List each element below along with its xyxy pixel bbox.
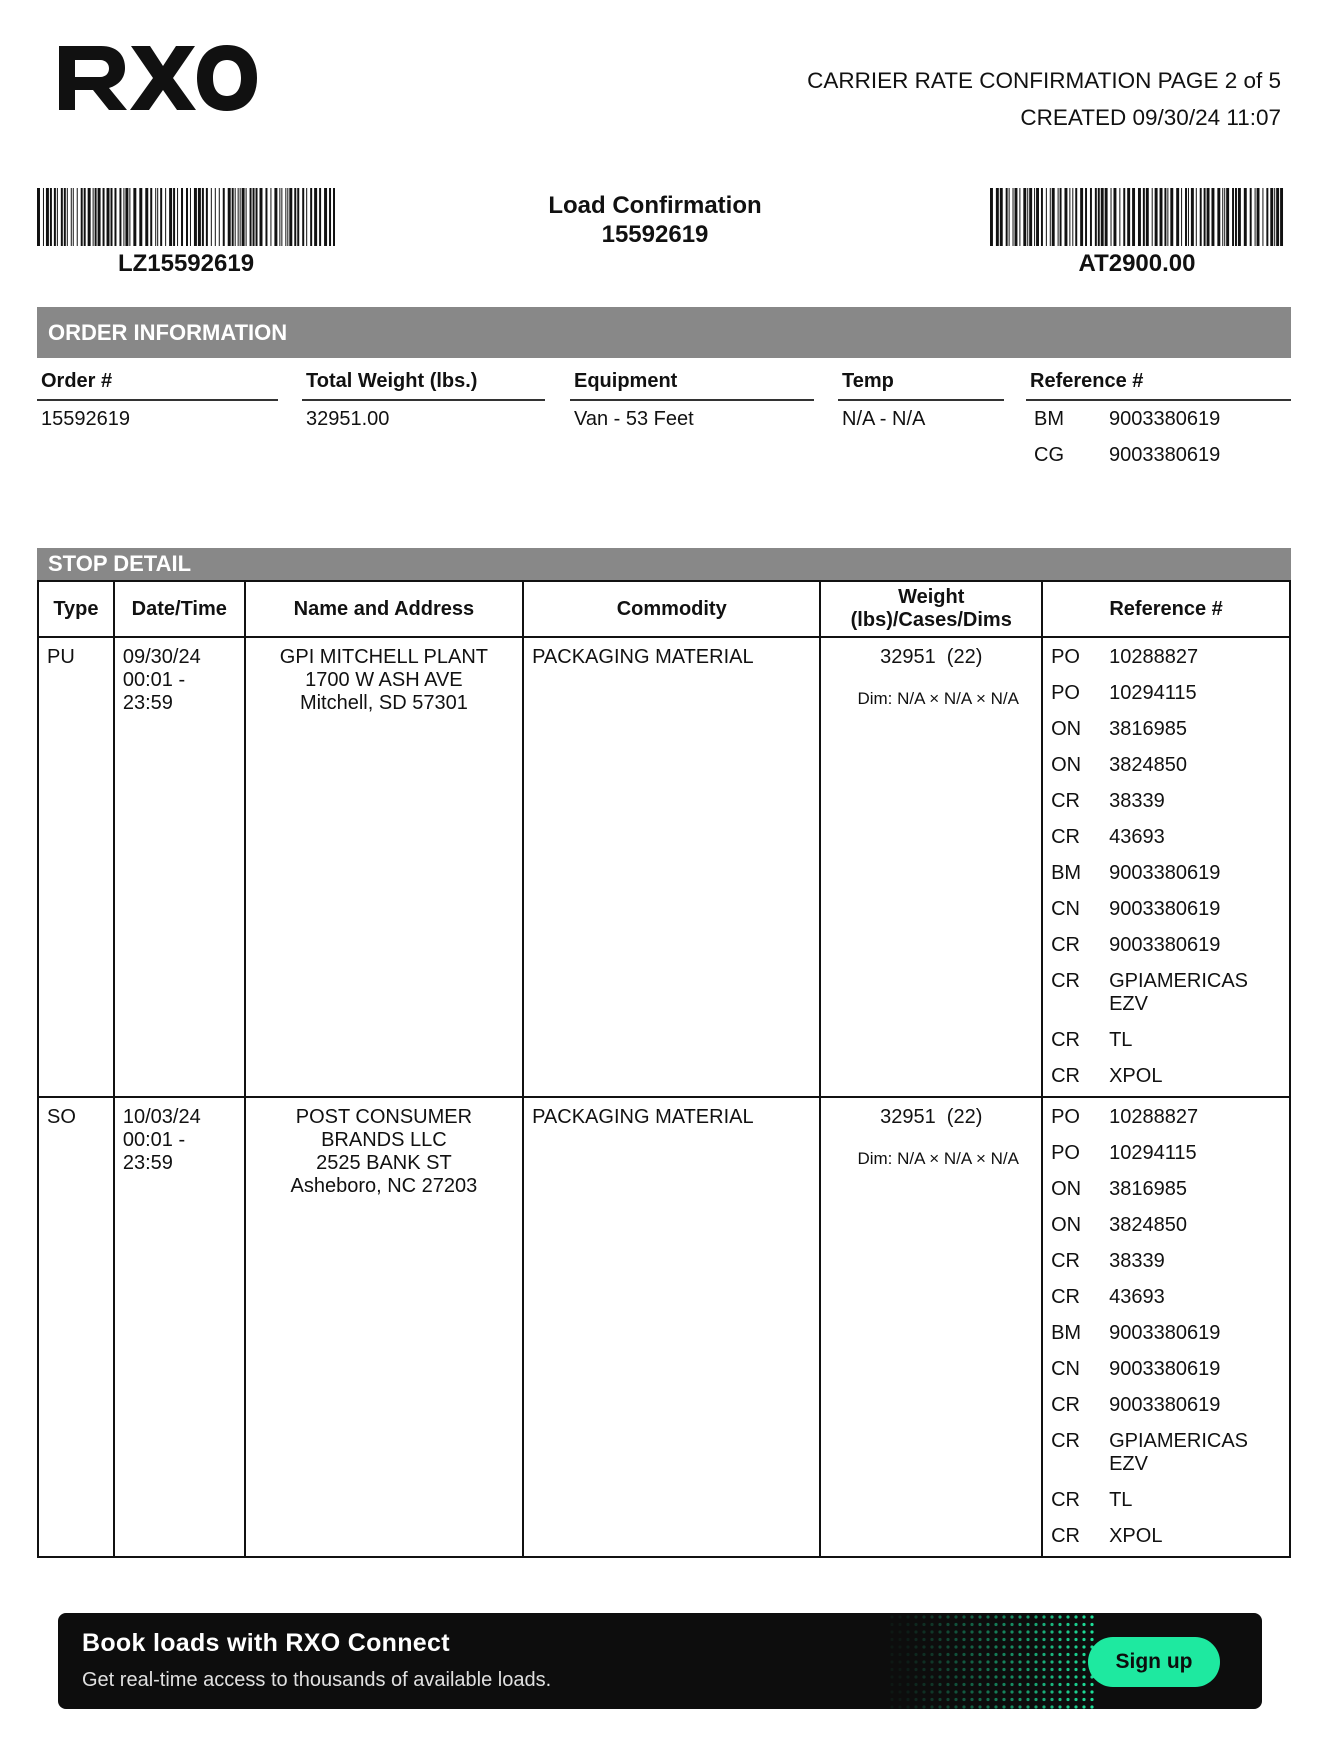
list-item [1051, 826, 1281, 849]
dimensions: Dim: N/A × N/A × N/A [857, 689, 1019, 708]
list-item [1051, 790, 1281, 813]
ref-type: CR [1051, 1430, 1080, 1452]
ref-type: ON [1051, 1178, 1082, 1200]
ref-type: ON [1051, 1214, 1082, 1236]
load-number: 15592619 [601, 221, 709, 248]
order-information-header: ORDER INFORMATION [37, 307, 1291, 358]
commodity-column-header: Commodity [523, 581, 820, 637]
ref-type: CR [1051, 934, 1080, 956]
list-item [1051, 1322, 1281, 1345]
stop-references [1042, 637, 1290, 1097]
list-item [1051, 718, 1281, 741]
ref-type: CR [1051, 1394, 1080, 1416]
list-item [1051, 898, 1281, 921]
ref-type: CN [1051, 898, 1080, 920]
address-line: GPI MITCHELL PLANT [279, 646, 488, 668]
stop-time-to: 23:59 [122, 692, 173, 714]
name-address-column-header: Name and Address [245, 581, 523, 637]
weight-cases: 32951 (22) [880, 1106, 983, 1128]
list-item [1051, 970, 1281, 1016]
ref-type: CR [1051, 826, 1080, 848]
ref-value: 3816985 [1109, 718, 1187, 740]
list-item [1051, 754, 1281, 777]
total-weight-header: Total Weight (lbs.) [302, 368, 545, 401]
reference-list [1051, 1106, 1281, 1548]
ref-value: 9003380619 [1109, 934, 1221, 956]
stop-references [1042, 1097, 1290, 1557]
stop-detail-table [37, 580, 1291, 1558]
ref-value: 9003380619 [1109, 898, 1221, 920]
address-line: 1700 W ASH AVE [305, 669, 463, 691]
stop-commodity: PACKAGING MATERIAL [523, 1097, 820, 1557]
load-title-text: Load Confirmation [548, 192, 762, 219]
rxo-connect-banner[interactable] [58, 1613, 1262, 1709]
order-number-header: Order # [37, 368, 278, 401]
ref-value: XPOL [1109, 1525, 1163, 1547]
ref-type: CR [1051, 1029, 1080, 1051]
list-item [1051, 1142, 1281, 1165]
ref-value: GPIAMERICAS EZV [1109, 1430, 1249, 1475]
list-item [1051, 1178, 1281, 1201]
ref-value: 38339 [1109, 790, 1165, 812]
list-item [1051, 1525, 1281, 1548]
list-item [1051, 682, 1281, 705]
document-header [807, 62, 1281, 136]
ref-type: CR [1051, 1286, 1080, 1308]
ref-value: 10294115 [1109, 1142, 1197, 1164]
ref-value: GPIAMERICAS EZV [1109, 970, 1249, 1015]
address-line: 2525 BANK ST [316, 1152, 452, 1174]
document-title: CARRIER RATE CONFIRMATION PAGE 2 of 5 [807, 68, 1281, 93]
ref-value: TL [1109, 1489, 1133, 1511]
ref-type: CR [1051, 790, 1080, 812]
order-ref-value: 9003380619 [1109, 408, 1221, 430]
ref-value: 9003380619 [1109, 1394, 1221, 1416]
load-confirmation-title [455, 191, 855, 249]
weight-cases: 32951 (22) [880, 646, 983, 668]
list-item [1051, 934, 1281, 957]
stop-datetime [114, 637, 245, 1097]
ref-type: ON [1051, 718, 1082, 740]
order-ref-type: BM [1034, 408, 1064, 430]
stop-weight [820, 1097, 1042, 1557]
dimensions: Dim: N/A × N/A × N/A [857, 1149, 1019, 1168]
stop-weight [820, 637, 1042, 1097]
ref-value: 9003380619 [1109, 862, 1221, 884]
ref-type: PO [1051, 1142, 1080, 1164]
barcode-right [990, 188, 1284, 246]
dot-pattern-decoration [888, 1613, 1108, 1709]
temp-value: N/A - N/A [842, 408, 926, 430]
ref-value: 9003380619 [1109, 1358, 1221, 1380]
ref-type: ON [1051, 754, 1082, 776]
ref-type: CR [1051, 1525, 1080, 1547]
barcode-left-label: LZ15592619 [117, 250, 255, 277]
ref-value: 10288827 [1109, 646, 1199, 668]
address-line: POST CONSUMER [295, 1106, 473, 1128]
stop-detail-header: STOP DETAIL [37, 548, 1291, 580]
reference-column-header: Reference # [1042, 581, 1290, 637]
table-row [38, 637, 1290, 1097]
ref-value: 10294115 [1109, 682, 1197, 704]
ref-value: 43693 [1109, 1286, 1165, 1308]
ref-type: CR [1051, 1250, 1080, 1272]
ref-type: PO [1051, 682, 1080, 704]
list-item [1051, 1029, 1281, 1052]
address-line: Asheboro, NC 27203 [290, 1175, 478, 1197]
order-ref-value: 9003380619 [1109, 444, 1221, 466]
barcode-right-label: AT2900.00 [1078, 250, 1196, 277]
ref-value: 3824850 [1109, 754, 1187, 776]
stop-type: PU [38, 637, 114, 1097]
stop-date: 10/03/24 [122, 1106, 201, 1128]
stop-address [245, 637, 523, 1097]
banner-subtitle: Get real-time access to thousands of available loads. [82, 1669, 552, 1691]
sign-up-button[interactable]: Sign up [1088, 1637, 1220, 1687]
created-timestamp: CREATED 09/30/24 11:07 [1020, 105, 1281, 130]
table-row [38, 1097, 1290, 1557]
list-item [1051, 1430, 1281, 1476]
stop-type: SO [38, 1097, 114, 1557]
stop-datetime [114, 1097, 245, 1557]
list-item [1051, 1214, 1281, 1237]
ref-value: 3816985 [1109, 1178, 1187, 1200]
list-item [1051, 1250, 1281, 1273]
ref-value: XPOL [1109, 1065, 1163, 1087]
table-header-row [38, 581, 1290, 637]
datetime-column-header: Date/Time [114, 581, 245, 637]
weight-header-line2: (lbs)/Cases/Dims [850, 609, 1012, 631]
list-item [1051, 1106, 1281, 1129]
order-ref-type: CG [1034, 444, 1064, 466]
list-item [1051, 1065, 1281, 1088]
ref-value: 43693 [1109, 826, 1165, 848]
list-item [1051, 1286, 1281, 1309]
ref-type: PO [1051, 646, 1080, 668]
list-item [1051, 1394, 1281, 1417]
ref-type: BM [1051, 862, 1082, 884]
address-line: Mitchell, SD 57301 [299, 692, 468, 714]
barcode-left [37, 188, 335, 246]
reference-header: Reference # [1026, 368, 1291, 401]
ref-type: CN [1051, 1358, 1080, 1380]
ref-type: PO [1051, 1106, 1080, 1128]
ref-type: CR [1051, 1065, 1080, 1087]
total-weight-value: 32951.00 [306, 408, 390, 430]
ref-value: TL [1109, 1029, 1133, 1051]
stop-time-from: 00:01 - [122, 1129, 186, 1151]
banner-title: Book loads with RXO Connect [82, 1629, 450, 1657]
list-item [1051, 646, 1281, 669]
ref-value: 3824850 [1109, 1214, 1187, 1236]
list-item [1051, 1358, 1281, 1381]
ref-value: 10288827 [1109, 1106, 1199, 1128]
type-column-header: Type [38, 581, 114, 637]
reference-list [1051, 646, 1281, 1088]
stop-address [245, 1097, 523, 1557]
stop-date: 09/30/24 [122, 646, 201, 668]
ref-value: 9003380619 [1109, 1322, 1221, 1344]
ref-type: BM [1051, 1322, 1082, 1344]
list-item [1051, 1489, 1281, 1512]
ref-type: CR [1051, 1489, 1080, 1511]
weight-header-line1: Weight [898, 586, 965, 608]
list-item [1051, 862, 1281, 885]
stop-time-from: 00:01 - [122, 669, 186, 691]
weight-column-header [820, 581, 1042, 637]
ref-type: CR [1051, 970, 1080, 992]
temp-header: Temp [838, 368, 1004, 401]
ref-value: 38339 [1109, 1250, 1165, 1272]
stop-time-to: 23:59 [122, 1152, 173, 1174]
equipment-header: Equipment [570, 368, 814, 401]
order-number-value: 15592619 [41, 408, 130, 430]
rxo-logo [57, 42, 257, 114]
equipment-value: Van - 53 Feet [574, 408, 694, 430]
stop-commodity: PACKAGING MATERIAL [523, 637, 820, 1097]
address-line: BRANDS LLC [321, 1129, 447, 1151]
